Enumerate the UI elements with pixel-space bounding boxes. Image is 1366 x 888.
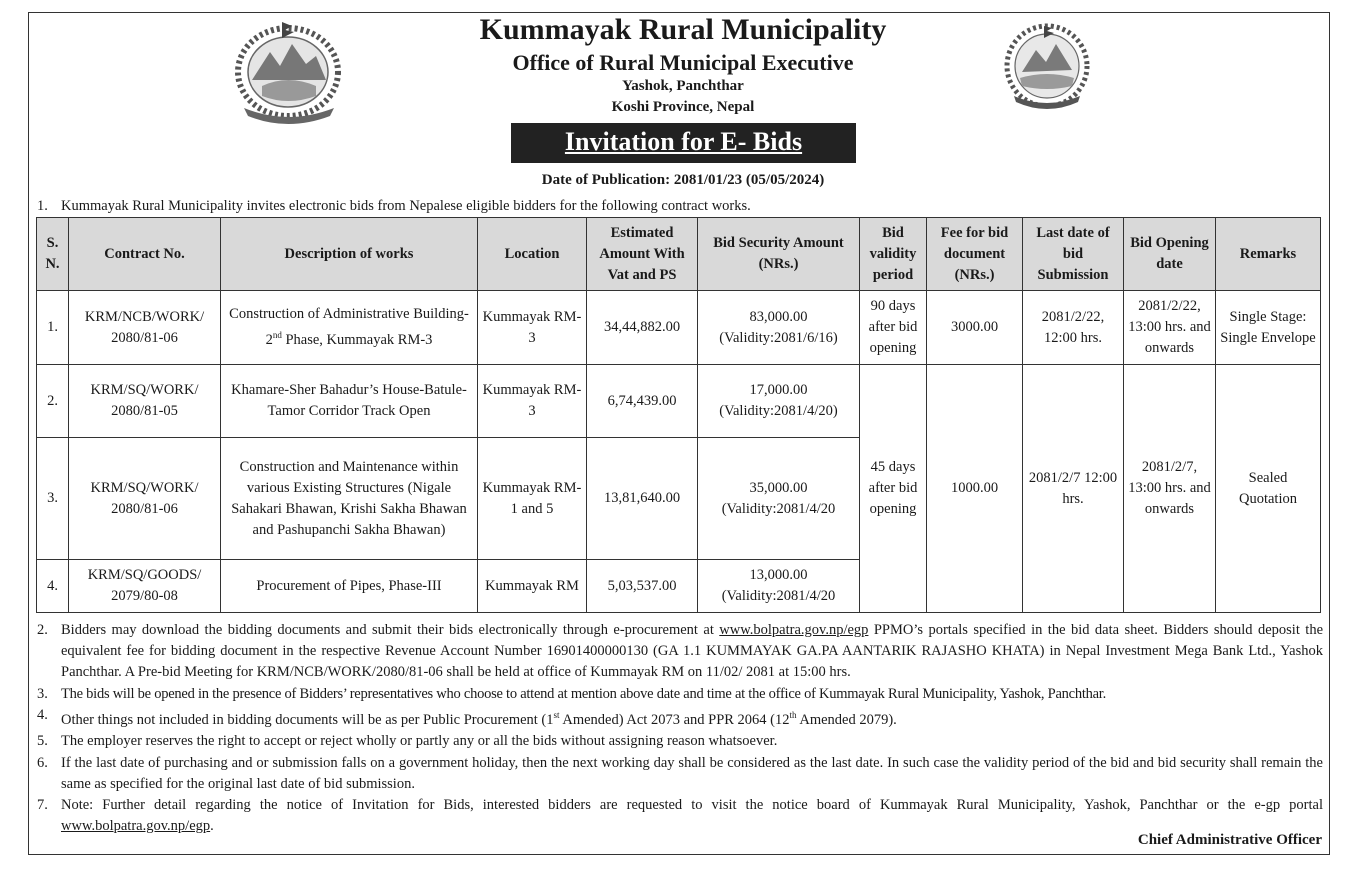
cell-security <box>698 291 860 365</box>
cell-security <box>698 365 860 438</box>
note-number: 2. <box>37 622 48 638</box>
note-6 <box>37 753 1323 795</box>
security-validity: (Validity:2081/4/20) <box>719 403 838 419</box>
col-header-sn: S. N. <box>37 218 69 291</box>
note-text-part: Other things not included in bidding documents will be as per Public Procurement (1 <box>61 711 554 728</box>
office-title: Office of Rural Municipal Executive <box>512 50 854 75</box>
bolpatra-link[interactable]: www.bolpatra.gov.np/egp <box>719 622 869 638</box>
cell-location: Kummayak RM-3 <box>478 291 587 365</box>
cell-validity: 90 days after bid opening <box>860 291 927 365</box>
note-text <box>61 620 1323 683</box>
desc-part-a: Construction of Administrative Building-2 <box>229 306 469 348</box>
desc-superscript: nd <box>272 330 282 341</box>
cell-security <box>698 438 860 560</box>
cell-remarks: Single Stage: Single Envelope <box>1216 291 1321 365</box>
col-header-opening: Bid Opening date <box>1124 218 1216 291</box>
cell-opening: 2081/2/22, 13:00 hrs. and onwards <box>1124 291 1216 365</box>
note-text-part: Amended 2079). <box>796 711 897 728</box>
note-text: The bids will be opened in the presence of Bidders’ representatives who choose to attend at mention above date and time at the office of Kummayak Rural Municipality, Yashok, Panchthar. <box>61 685 1106 702</box>
desc-part-b: Phase, Kummayak RM-3 <box>281 331 433 348</box>
cell-estimate: 6,74,439.00 <box>587 365 698 438</box>
note-text-part: PPMO’s portals specified in the bid data sheet. Bidders should deposit the equivalent fee for bidding document in the respective Revenue Account Number 16901400000130 (GA 1.1 KUMMAYAK GA.PA AANTARIK RAJASHO KHATA) in Nepal Investment Mega Bank Ltd., Yashok Panchthar. A Pre-bid Meeting for KRM/NCB/WORK/2080/81-06 shall be held at office of Kummayak RM on 11/02/ 2081 at 15:00 hrs. <box>61 622 1324 680</box>
security-amount: 17,000.00 <box>749 382 808 398</box>
address-line-1: Yashok, Panchthar <box>622 78 744 94</box>
note-5 <box>37 731 1323 752</box>
note-3 <box>37 684 1323 705</box>
publication-date: Date of Publication: 2081/01/23 (05/05/2024) <box>541 172 825 188</box>
cell-fee-group: 1000.00 <box>927 365 1023 613</box>
table-header-row <box>37 218 1321 291</box>
table-row <box>37 365 1321 438</box>
note-text-part: Amended) Act 2073 and PPR 2064 (12 <box>559 711 790 728</box>
cell-description: Procurement of Pipes, Phase-III <box>221 560 478 613</box>
intro-number: 1. <box>37 198 48 214</box>
cell-contract: KRM/NCB/WORK/ 2080/81-06 <box>69 291 221 365</box>
cell-sn: 4. <box>37 560 69 613</box>
note-text-part: Note: Further detail regarding the notice of Invitation for Bids, interested bidders are requested to visit the notice board of Kummayak Rural Municipality, Yashok, Panchthar or the e-gp portal <box>61 797 1323 814</box>
cell-security <box>698 560 860 613</box>
cell-sn: 1. <box>37 291 69 365</box>
note-2 <box>37 620 1323 683</box>
cell-estimate: 5,03,537.00 <box>587 560 698 613</box>
note-text-part: Bidders may download the bidding documents and submit their bids electronically through e-procurement at <box>61 622 720 638</box>
note-number: 3. <box>37 685 48 702</box>
col-header-remarks: Remarks <box>1216 218 1321 291</box>
cell-last-date-group: 2081/2/7 12:00 hrs. <box>1023 365 1124 613</box>
note-superscript: th <box>789 710 797 720</box>
cell-fee: 3000.00 <box>927 291 1023 365</box>
note-number: 4. <box>37 707 48 723</box>
security-validity: (Validity:2081/4/20 <box>721 588 836 604</box>
cell-location: Kummayak RM-3 <box>478 365 587 438</box>
col-header-last-date: Last date of bid Submission <box>1023 218 1124 291</box>
cell-location: Kummayak RM <box>478 560 587 613</box>
note-text: The employer reserves the right to accept or reject wholly or partly any or all the bids without assigning reason whatsoever. <box>61 733 778 750</box>
cell-sn: 3. <box>37 438 69 560</box>
col-header-security: Bid Security Amount (NRs.) <box>698 218 860 291</box>
cell-description: Construction and Maintenance within various Existing Structures (Nigale Sahakari Bhawan, Krishi Sakha Bhawan and Pashupanchi Sakha Bhawan) <box>221 438 478 560</box>
cell-contract: KRM/SQ/WORK/ 2080/81-05 <box>69 365 221 438</box>
cell-description: Khamare-Sher Bahadur’s House-Batule-Tamor Corridor Track Open <box>221 365 478 438</box>
note-number: 5. <box>37 733 48 750</box>
invitation-title: Invitation for E- Bids <box>564 127 803 156</box>
security-amount: 83,000.00 <box>749 308 808 325</box>
cell-location: Kummayak RM-1 and 5 <box>478 438 587 560</box>
note-text <box>61 705 1323 731</box>
signature-title: Chief Administrative Officer <box>1137 832 1322 848</box>
security-validity: (Validity:2081/6/16) <box>719 329 838 346</box>
cell-opening-group: 2081/2/7, 13:00 hrs. and onwards <box>1124 365 1216 613</box>
note-text <box>61 795 1323 837</box>
intro-text: Kummayak Rural Municipality invites electronic bids from Nepalese eligible bidders for the following contract works. <box>61 198 751 214</box>
cell-contract: KRM/SQ/WORK/ 2080/81-06 <box>69 438 221 560</box>
cell-estimate: 13,81,640.00 <box>587 438 698 560</box>
cell-contract: KRM/SQ/GOODS/ 2079/80-08 <box>69 560 221 613</box>
note-4 <box>37 705 1323 731</box>
cell-last-date: 2081/2/22, 12:00 hrs. <box>1023 291 1124 365</box>
cell-sn: 2. <box>37 365 69 438</box>
invitation-banner <box>511 123 856 163</box>
note-number: 6. <box>37 754 48 771</box>
cell-estimate: 34,44,882.00 <box>587 291 698 365</box>
security-amount: 13,000.00 <box>749 567 808 583</box>
col-header-fee: Fee for bid document (NRs.) <box>927 218 1023 291</box>
notes-list <box>37 620 1323 838</box>
col-header-location: Location <box>478 218 587 291</box>
note-text: If the last date of purchasing and or submission falls on a government holiday, then the next working day shall be considered as the last date. In such case the validity period of the bid and bid security shall remain the same as specified for the original last date of bid submission. <box>61 754 1323 792</box>
col-header-estimate: Estimated Amount With Vat and PS <box>587 218 698 291</box>
note-text-part: . <box>210 818 214 835</box>
bolpatra-link[interactable]: www.bolpatra.gov.np/egp <box>61 818 211 835</box>
org-title: Kummayak Rural Municipality <box>479 13 887 46</box>
cell-description <box>221 291 478 365</box>
cell-remarks-group: Sealed Quotation <box>1216 365 1321 613</box>
col-header-validity: Bid validity period <box>860 218 927 291</box>
security-validity: (Validity:2081/4/20 <box>721 500 836 517</box>
note-number: 7. <box>37 797 48 814</box>
col-header-description: Description of works <box>221 218 478 291</box>
security-amount: 35,000.00 <box>749 479 808 496</box>
bids-table <box>36 217 1321 613</box>
note-superscript: st <box>553 710 560 720</box>
col-header-contract: Contract No. <box>69 218 221 291</box>
cell-validity-group: 45 days after bid opening <box>860 365 927 613</box>
table-row <box>37 291 1321 365</box>
address-line-2: Koshi Province, Nepal <box>611 99 755 115</box>
intro-note <box>37 198 751 215</box>
note-7 <box>37 795 1323 837</box>
